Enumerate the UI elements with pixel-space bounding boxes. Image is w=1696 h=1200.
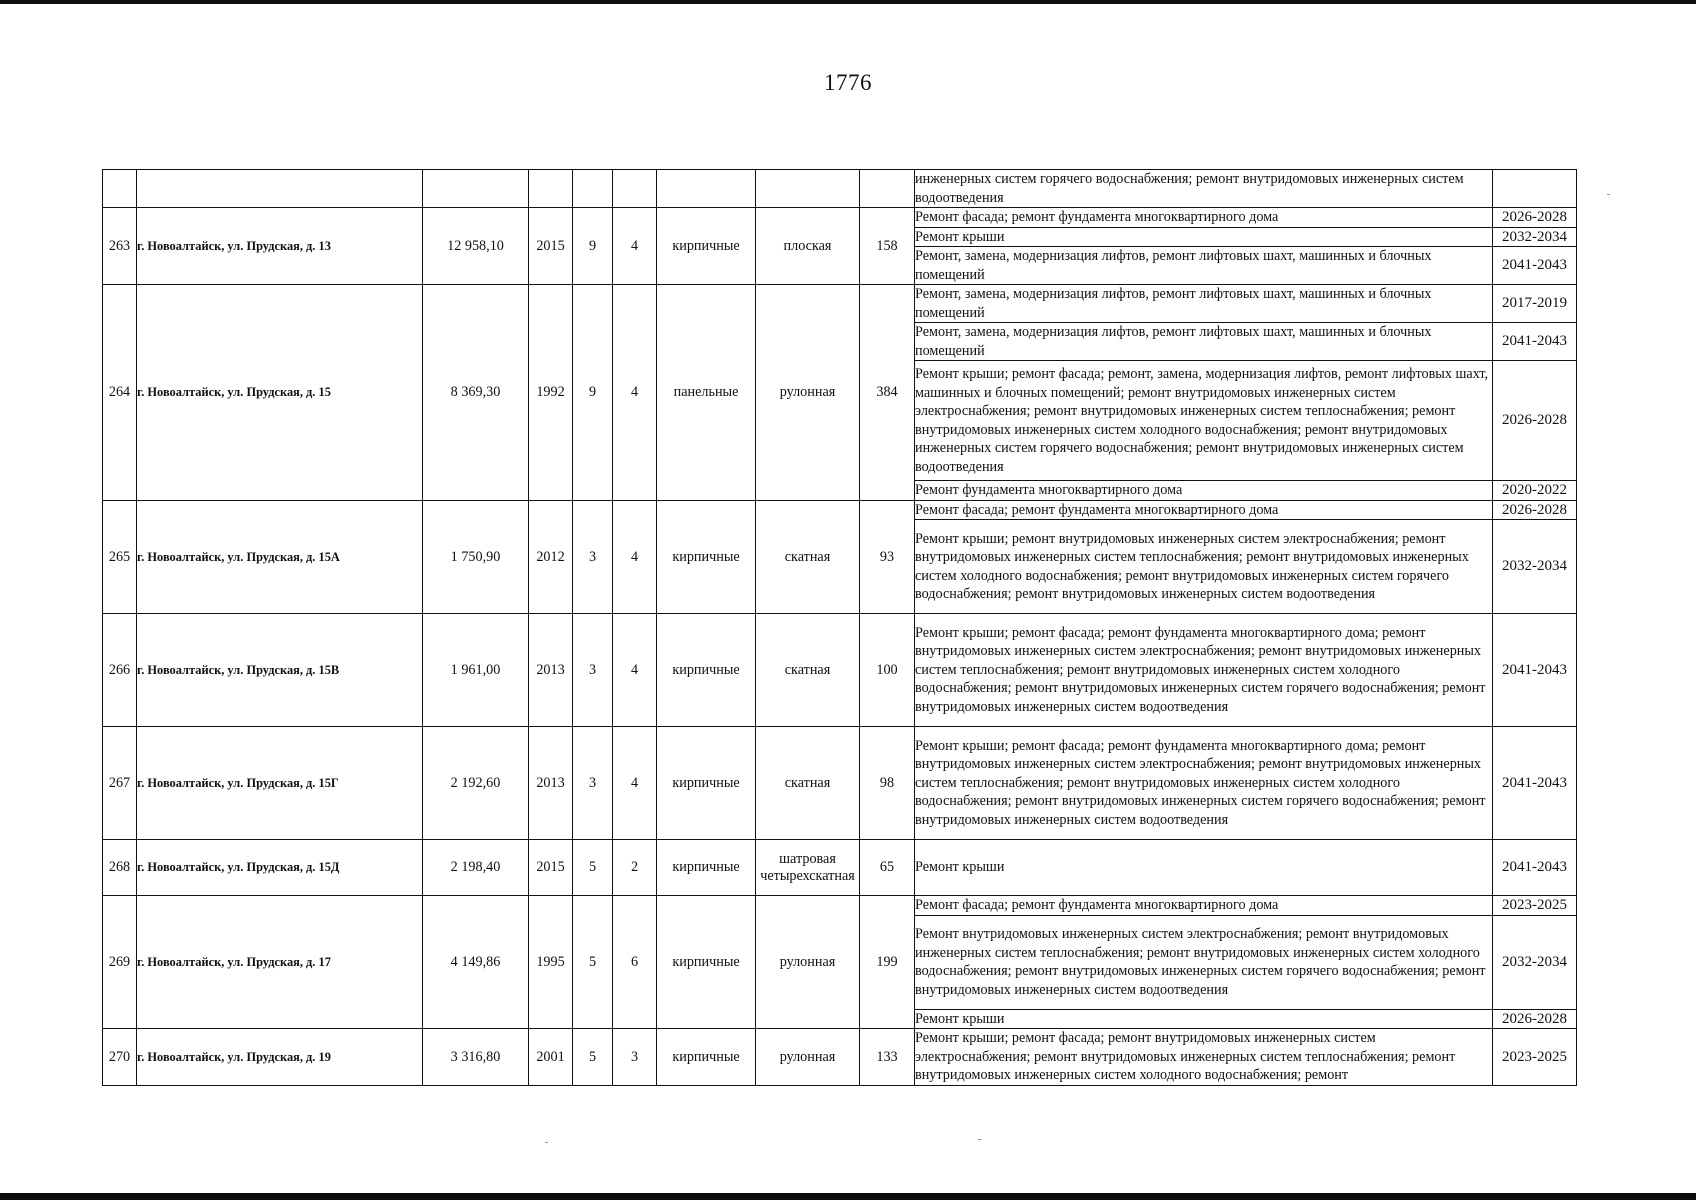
wall-material: кирпичные: [657, 614, 756, 727]
floors: 9: [573, 208, 613, 285]
residents: 158: [860, 208, 915, 285]
roof-type: рулонная: [756, 285, 860, 501]
roof-type: рулонная: [756, 896, 860, 1029]
wall-material: панельные: [657, 285, 756, 501]
row-number: 266: [103, 614, 137, 727]
residents: 133: [860, 1029, 915, 1086]
empty-cell: [613, 170, 657, 208]
roof-type: скатная: [756, 727, 860, 840]
build-year: 2012: [529, 500, 573, 614]
scan-bottom-edge: [0, 1193, 1696, 1200]
work-description: Ремонт крыши: [915, 840, 1493, 896]
empty-cell: [529, 170, 573, 208]
entrances: 4: [613, 285, 657, 501]
total-area: 2 198,40: [423, 840, 529, 896]
work-description: Ремонт крыши: [915, 227, 1493, 247]
work-period: 2032-2034: [1493, 915, 1577, 1009]
row-number: 267: [103, 727, 137, 840]
work-description: Ремонт фасада; ремонт фундамента многоквартирного дома: [915, 896, 1493, 916]
table-row: [103, 500, 1577, 520]
address: г. Новоалтайск, ул. Прудская, д. 15Д: [137, 840, 423, 896]
table-row: [103, 1029, 1577, 1086]
address: г. Новоалтайск, ул. Прудская, д. 15Г: [137, 727, 423, 840]
wall-material: кирпичные: [657, 840, 756, 896]
entrances: 4: [613, 727, 657, 840]
empty-cell: [573, 170, 613, 208]
table-row: [103, 208, 1577, 228]
residents: 65: [860, 840, 915, 896]
empty-cell: [103, 170, 137, 208]
floors: 3: [573, 500, 613, 614]
work-description: Ремонт крыши; ремонт фасада; ремонт внутридомовых инженерных систем электроснабжения; ремонт внутридомовых инженерных систем теплоснабжения; ремонт внутридомовых инженерных систем холодного водоснабжения; ремонт: [915, 1029, 1493, 1086]
work-description: Ремонт внутридомовых инженерных систем электроснабжения; ремонт внутридомовых инженерных систем теплоснабжения; ремонт внутридомовых инженерных систем холодного водоснабжения; ремонт внутридомовых инженерных систем горячего водоснабжения; ремонт внутридомовых инженерных систем водоотведения: [915, 915, 1493, 1009]
work-period: 2041-2043: [1493, 614, 1577, 727]
residents: 100: [860, 614, 915, 727]
wall-material: кирпичные: [657, 1029, 756, 1086]
wall-material: кирпичные: [657, 727, 756, 840]
build-year: 2013: [529, 614, 573, 727]
roof-type: скатная: [756, 500, 860, 614]
total-area: 12 958,10: [423, 208, 529, 285]
work-description: Ремонт фундамента многоквартирного дома: [915, 481, 1493, 501]
work-period: 2032-2034: [1493, 227, 1577, 247]
floors: 3: [573, 727, 613, 840]
table-row: [103, 727, 1577, 840]
row-number: 270: [103, 1029, 137, 1086]
row-number: 269: [103, 896, 137, 1029]
build-year: 1992: [529, 285, 573, 501]
floors: 3: [573, 614, 613, 727]
roof-type: скатная: [756, 614, 860, 727]
empty-cell: [860, 170, 915, 208]
empty-cell: [657, 170, 756, 208]
capital-repair-table: [102, 169, 1577, 1086]
work-description: инженерных систем горячего водоснабжения; ремонт внутридомовых инженерных систем водоотведения: [915, 170, 1493, 208]
scan-speck: [978, 1139, 981, 1140]
floors: 9: [573, 285, 613, 501]
scan-speck: [1607, 194, 1610, 195]
row-number: 263: [103, 208, 137, 285]
entrances: 4: [613, 208, 657, 285]
address: г. Новоалтайск, ул. Прудская, д. 19: [137, 1029, 423, 1086]
entrances: 4: [613, 614, 657, 727]
build-year: 2015: [529, 840, 573, 896]
work-period: 2026-2028: [1493, 361, 1577, 481]
total-area: 1 750,90: [423, 500, 529, 614]
work-period: 2041-2043: [1493, 840, 1577, 896]
build-year: 2001: [529, 1029, 573, 1086]
table-row: [103, 614, 1577, 727]
table-row: [103, 896, 1577, 916]
table-row: [103, 840, 1577, 896]
roof-type: шатровая четырехскатная: [756, 840, 860, 896]
work-period: 2041-2043: [1493, 727, 1577, 840]
scan-speck: [545, 1142, 548, 1143]
wall-material: кирпичные: [657, 500, 756, 614]
scan-top-edge: [0, 0, 1696, 4]
work-description: Ремонт, замена, модернизация лифтов, ремонт лифтовых шахт, машинных и блочных помещений: [915, 247, 1493, 285]
work-description: Ремонт крыши; ремонт фасада; ремонт фундамента многоквартирного дома; ремонт внутридомовых инженерных систем электроснабжения; ремонт внутридомовых инженерных систем теплоснабжения; ремонт внутридомовых инженерных систем холодного водоснабжения; ремонт внутридомовых инженерных систем горячего водоснабжения; ремонт внутридомовых инженерных систем водоотведения: [915, 614, 1493, 727]
wall-material: кирпичные: [657, 896, 756, 1029]
table-row: [103, 285, 1577, 323]
empty-cell: [137, 170, 423, 208]
floors: 5: [573, 1029, 613, 1086]
work-period: 2026-2028: [1493, 208, 1577, 228]
work-period: 2032-2034: [1493, 520, 1577, 614]
entrances: 3: [613, 1029, 657, 1086]
work-period: 2017-2019: [1493, 285, 1577, 323]
address: г. Новоалтайск, ул. Прудская, д. 13: [137, 208, 423, 285]
work-period: 2041-2043: [1493, 247, 1577, 285]
work-description: Ремонт, замена, модернизация лифтов, ремонт лифтовых шахт, машинных и блочных помещений: [915, 285, 1493, 323]
work-period: 2026-2028: [1493, 1009, 1577, 1029]
row-number: 264: [103, 285, 137, 501]
work-description: Ремонт фасада; ремонт фундамента многоквартирного дома: [915, 208, 1493, 228]
work-period: 2026-2028: [1493, 500, 1577, 520]
work-description: Ремонт фасада; ремонт фундамента многоквартирного дома: [915, 500, 1493, 520]
address: г. Новоалтайск, ул. Прудская, д. 15В: [137, 614, 423, 727]
work-period: 2023-2025: [1493, 1029, 1577, 1086]
row-number: 265: [103, 500, 137, 614]
residents: 93: [860, 500, 915, 614]
total-area: 8 369,30: [423, 285, 529, 501]
work-period: 2041-2043: [1493, 323, 1577, 361]
work-description: Ремонт крыши: [915, 1009, 1493, 1029]
build-year: 2013: [529, 727, 573, 840]
build-year: 1995: [529, 896, 573, 1029]
residents: 384: [860, 285, 915, 501]
total-area: 3 316,80: [423, 1029, 529, 1086]
total-area: 1 961,00: [423, 614, 529, 727]
work-description: Ремонт крыши; ремонт фасада; ремонт фундамента многоквартирного дома; ремонт внутридомовых инженерных систем электроснабжения; ремонт внутридомовых инженерных систем теплоснабжения; ремонт внутридомовых инженерных систем холодного водоснабжения; ремонт внутридомовых инженерных систем горячего водоснабжения; ремонт внутридомовых инженерных систем водоотведения: [915, 727, 1493, 840]
work-period: 2020-2022: [1493, 481, 1577, 501]
table-row: [103, 170, 1577, 208]
empty-cell: [423, 170, 529, 208]
work-description: Ремонт крыши; ремонт внутридомовых инженерных систем электроснабжения; ремонт внутридомовых инженерных систем теплоснабжения; ремонт внутридомовых инженерных систем холодного водоснабжения; ремонт внутридомовых инженерных систем горячего водоснабжения; ремонт внутридомовых инженерных систем водоотведения: [915, 520, 1493, 614]
roof-type: рулонная: [756, 1029, 860, 1086]
empty-cell: [756, 170, 860, 208]
residents: 199: [860, 896, 915, 1029]
entrances: 4: [613, 500, 657, 614]
build-year: 2015: [529, 208, 573, 285]
page-number: 1776: [824, 70, 872, 95]
entrances: 2: [613, 840, 657, 896]
address: г. Новоалтайск, ул. Прудская, д. 15А: [137, 500, 423, 614]
work-description: Ремонт, замена, модернизация лифтов, ремонт лифтовых шахт, машинных и блочных помещений: [915, 323, 1493, 361]
row-number: 268: [103, 840, 137, 896]
address: г. Новоалтайск, ул. Прудская, д. 15: [137, 285, 423, 501]
wall-material: кирпичные: [657, 208, 756, 285]
work-description: Ремонт крыши; ремонт фасада; ремонт, замена, модернизация лифтов, ремонт лифтовых шахт, машинных и блочных помещений; ремонт внутридомовых инженерных систем электроснабжения; ремонт внутридомовых инженерных систем теплоснабжения; ремонт внутридомовых инженерных систем холодного водоснабжения; ремонт внутридомовых инженерных систем горячего водоснабжения; ремонт внутридомовых инженерных систем водоотведения: [915, 361, 1493, 481]
floors: 5: [573, 840, 613, 896]
work-period: [1493, 170, 1577, 208]
address: г. Новоалтайск, ул. Прудская, д. 17: [137, 896, 423, 1029]
total-area: 4 149,86: [423, 896, 529, 1029]
work-period: 2023-2025: [1493, 896, 1577, 916]
entrances: 6: [613, 896, 657, 1029]
total-area: 2 192,60: [423, 727, 529, 840]
residents: 98: [860, 727, 915, 840]
roof-type: плоская: [756, 208, 860, 285]
floors: 5: [573, 896, 613, 1029]
